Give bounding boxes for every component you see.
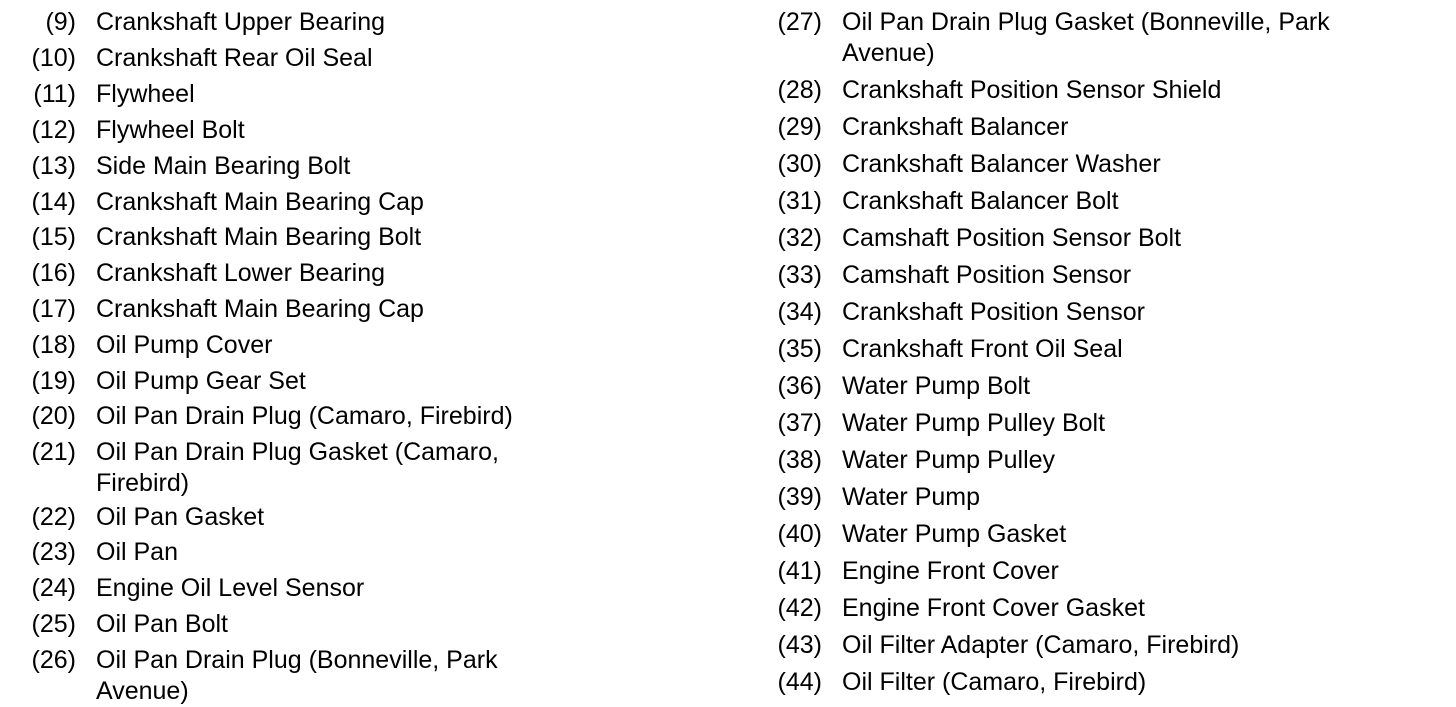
legend-item-label: Crankshaft Rear Oil Seal — [96, 44, 373, 72]
legend-item-label: Crankshaft Main Bearing Cap — [96, 188, 424, 216]
legend-item-label: Oil Filter (Camaro, Firebird) — [842, 668, 1147, 696]
legend-item-number: (24) — [31, 574, 76, 602]
legend-item — [24, 7, 385, 38]
legend-item — [770, 334, 1123, 365]
legend-item — [24, 115, 245, 146]
legend-item-label: Crankshaft Front Oil Seal — [842, 335, 1123, 363]
legend-item-number: (9) — [45, 8, 76, 36]
legend-item-label: Oil Pan Gasket — [96, 503, 265, 531]
legend-item — [24, 187, 424, 218]
legend-item-number: (35) — [777, 335, 822, 363]
legend-item-label: Flywheel Bolt — [96, 116, 245, 144]
legend-item-number: (43) — [777, 631, 822, 659]
legend-item-number: (27) — [777, 8, 822, 36]
legend-item-number: (10) — [31, 44, 76, 72]
legend-item-number: (20) — [31, 402, 76, 430]
legend-item — [770, 667, 1146, 698]
legend-item-number: (19) — [31, 367, 76, 395]
legend-item-label: Water Pump — [842, 483, 981, 511]
legend-item-number: (14) — [31, 188, 76, 216]
legend-item-label: Oil Pan Drain Plug Gasket (Bonneville, Park Avenue) — [842, 8, 1330, 67]
legend-item — [24, 645, 566, 707]
legend-item-label: Water Pump Bolt — [842, 372, 1031, 400]
legend-item — [770, 149, 1161, 180]
legend-item-label: Crankshaft Balancer Washer — [842, 150, 1161, 178]
legend-item-number: (29) — [777, 113, 822, 141]
legend-item — [770, 630, 1239, 661]
legend-item-label: Crankshaft Balancer Bolt — [842, 187, 1119, 215]
legend-item-number: (40) — [777, 520, 822, 548]
legend-item-label: Oil Pan Bolt — [96, 610, 229, 638]
legend-item — [770, 7, 1390, 69]
legend-item-number: (15) — [31, 223, 76, 251]
legend-item-number: (28) — [777, 76, 822, 104]
legend-item-number: (26) — [31, 646, 76, 674]
legend-item-label: Water Pump Pulley Bolt — [842, 409, 1106, 437]
legend-item — [770, 186, 1119, 217]
legend-item-number: (44) — [777, 668, 822, 696]
legend-item-label: Flywheel — [96, 80, 195, 108]
legend-item — [24, 258, 385, 289]
legend-item — [770, 112, 1069, 143]
legend-item-number: (21) — [31, 438, 76, 466]
legend-item-label: Engine Oil Level Sensor — [96, 574, 365, 602]
legend-item — [24, 366, 306, 397]
legend-item — [770, 75, 1221, 106]
legend-item-label: Water Pump Pulley — [842, 446, 1056, 474]
legend-item-label: Water Pump Gasket — [842, 520, 1067, 548]
legend-item — [24, 502, 264, 533]
legend-item-number: (34) — [777, 298, 822, 326]
legend-item-label: Oil Pan Drain Plug (Bonneville, Park Avenue) — [96, 646, 498, 705]
legend-item — [770, 445, 1055, 476]
legend-item — [770, 223, 1181, 254]
legend-item — [24, 537, 178, 568]
legend-item-number: (39) — [777, 483, 822, 511]
legend-item — [770, 260, 1131, 291]
legend-item-number: (36) — [777, 372, 822, 400]
legend-item — [24, 573, 364, 604]
legend-item-label: Crankshaft Lower Bearing — [96, 259, 386, 287]
legend-item-label: Crankshaft Position Sensor — [842, 298, 1145, 326]
legend-item — [24, 294, 424, 325]
legend-item — [24, 79, 195, 110]
legend-item-number: (33) — [777, 261, 822, 289]
legend-item-number: (31) — [777, 187, 822, 215]
legend-item — [770, 297, 1145, 328]
legend-item-number: (13) — [31, 152, 76, 180]
legend-item-label: Side Main Bearing Bolt — [96, 152, 351, 180]
legend-item-number: (22) — [31, 503, 76, 531]
legend-item — [24, 437, 566, 499]
legend-item-number: (32) — [777, 224, 822, 252]
legend-item-label: Oil Pump Cover — [96, 331, 273, 359]
legend-item — [24, 43, 373, 74]
legend-item-label: Crankshaft Upper Bearing — [96, 8, 386, 36]
legend-item — [770, 408, 1105, 439]
legend-item — [24, 401, 513, 432]
legend-item-label: Crankshaft Position Sensor Shield — [842, 76, 1222, 104]
legend-item — [24, 151, 350, 182]
legend-item — [770, 519, 1066, 550]
legend-item-number: (11) — [33, 80, 76, 108]
legend-item-number: (30) — [777, 150, 822, 178]
legend-item — [770, 556, 1059, 587]
legend-item — [24, 330, 272, 361]
legend-item-label: Camshaft Position Sensor — [842, 261, 1132, 289]
legend-item-number: (16) — [31, 259, 76, 287]
legend-item-number: (25) — [31, 610, 76, 638]
legend-item-number: (17) — [31, 295, 76, 323]
legend-item-label: Crankshaft Main Bearing Cap — [96, 295, 424, 323]
legend-item-label: Oil Pan — [96, 538, 178, 566]
legend-item-label: Oil Pan Drain Plug Gasket (Camaro, Firebird) — [96, 438, 499, 497]
legend-item-number: (41) — [777, 557, 822, 585]
legend-item — [770, 482, 980, 513]
legend-item-label: Oil Pump Gear Set — [96, 367, 306, 395]
legend-item — [770, 371, 1030, 402]
legend-item-label: Engine Front Cover Gasket — [842, 594, 1145, 622]
legend-item — [24, 609, 228, 640]
legend-item-label: Crankshaft Balancer — [842, 113, 1069, 141]
legend-item — [24, 222, 421, 253]
legend-item-number: (37) — [777, 409, 822, 437]
legend-item-label: Oil Pan Drain Plug (Camaro, Firebird) — [96, 402, 513, 430]
legend-item-label: Crankshaft Main Bearing Bolt — [96, 223, 422, 251]
legend-item-label: Engine Front Cover — [842, 557, 1059, 585]
legend-item-number: (23) — [31, 538, 76, 566]
legend-item-label: Camshaft Position Sensor Bolt — [842, 224, 1182, 252]
legend-item-label: Oil Filter Adapter (Camaro, Firebird) — [842, 631, 1240, 659]
legend-item-number: (18) — [31, 331, 76, 359]
legend-item-number: (38) — [777, 446, 822, 474]
legend-item — [770, 593, 1145, 624]
legend-item-number: (12) — [31, 116, 76, 144]
legend-item-number: (42) — [777, 594, 822, 622]
